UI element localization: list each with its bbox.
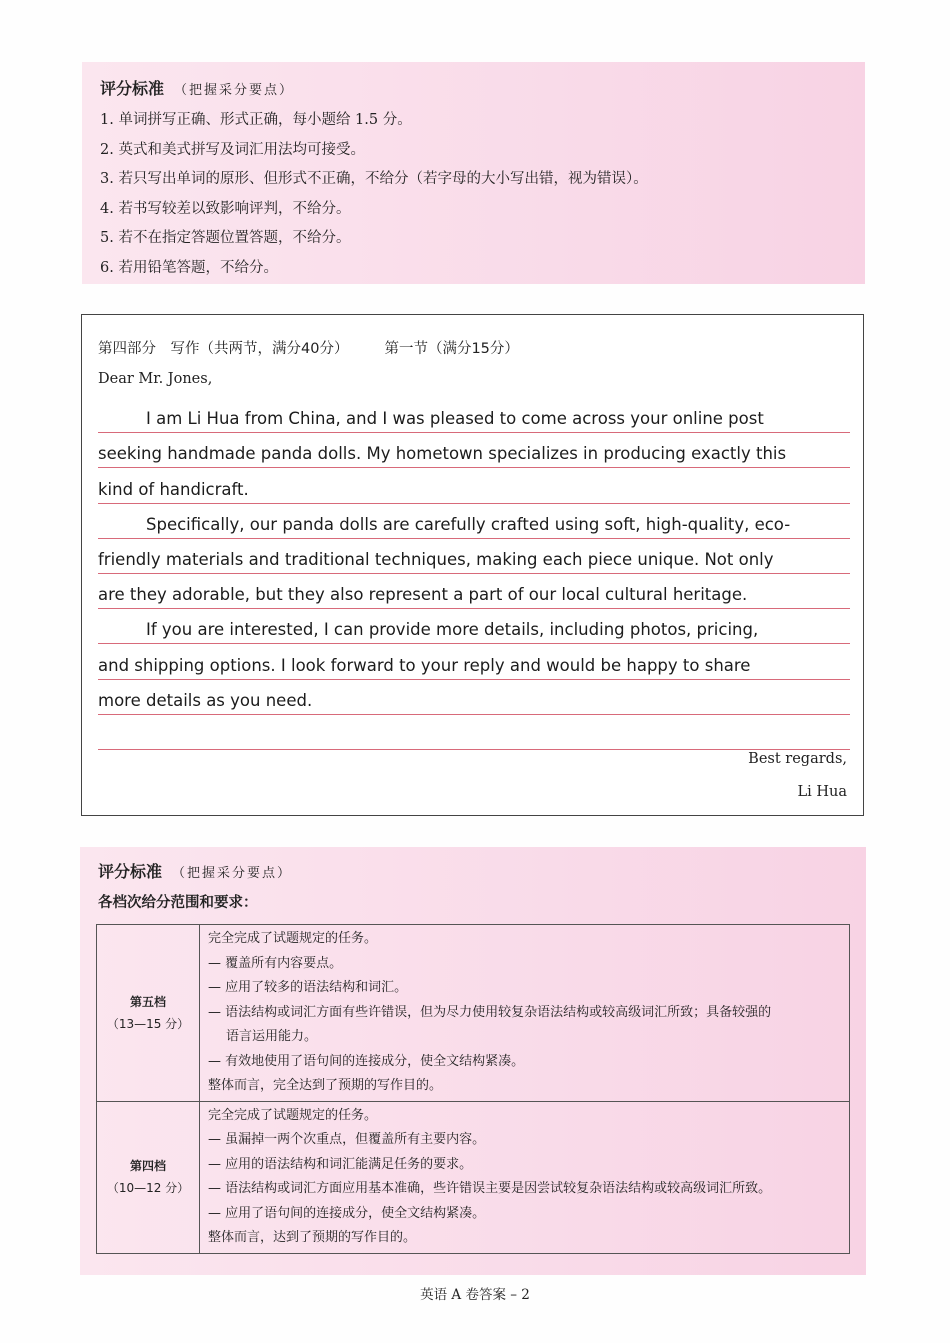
letter-line: more details as you need. <box>98 680 850 715</box>
description-line: — 虽漏掉一两个次重点，但覆盖所有主要内容。 <box>208 1132 486 1147</box>
page-footer: 英语 A 卷答案 – 2 <box>420 1287 530 1303</box>
description-line: 整体而言，完全达到了预期的写作目的。 <box>208 1078 443 1093</box>
closing-phrase: Best regards, <box>748 751 847 767</box>
letter-greeting: Dear Mr. Jones, <box>98 371 213 387</box>
letter-line: kind of handicraft. <box>98 468 850 503</box>
scoring-criteria-title: 评分标准 <box>100 79 165 98</box>
letter-line-empty <box>98 715 850 750</box>
level-range: （10—12 分） <box>106 1181 190 1195</box>
writing-answer-box <box>81 314 864 816</box>
section-header <box>98 337 519 358</box>
level-name: 第五档 <box>129 994 166 1009</box>
level-description <box>200 1101 850 1253</box>
criteria-item: 2. 英式和美式拼写及词汇用法均可接受。 <box>100 141 365 158</box>
criteria-item: 3. 若只写出单词的原形、但形式不正确，不给分（若字母的大小写出错，视为错误）。 <box>100 171 648 188</box>
table-row <box>97 925 850 1102</box>
scoring-criteria-list <box>100 106 648 284</box>
level-range: （13—15 分） <box>106 1016 190 1031</box>
level-cell <box>97 1101 200 1253</box>
section-title: 第一节（满分15分） <box>384 341 519 357</box>
criteria-item: 4. 若书写较差以致影响评判，不给分。 <box>100 200 351 217</box>
description-line: — 覆盖所有内容要点。 <box>208 955 343 971</box>
letter-line: If you are interested, I can provide more details, including photos, pricing, <box>98 609 850 644</box>
letter-closing <box>748 743 847 809</box>
criteria-item: 1. 单词拼写正确、形式正确，每小题给 1.5 分。 <box>100 112 412 128</box>
table-row <box>97 1101 850 1253</box>
letter-line: I am Li Hua from China, and I was pleased to come across your online post <box>98 398 850 433</box>
description-line: — 应用了较多的语法结构和词汇。 <box>208 980 408 995</box>
description-line: — 语法结构或词汇方面有些许错误，但为尽力使用较复杂语法结构或较高级词汇所致；具备较强的 <box>208 1004 772 1020</box>
level-cell <box>97 925 200 1102</box>
description-line: 语言运用能力。 <box>226 1029 318 1044</box>
description-line: 完全完成了试题规定的任务。 <box>208 931 378 946</box>
description-line: — 有效地使用了语句间的连接成分，使全文结构紧凑。 <box>208 1053 525 1069</box>
signature: Li Hua <box>797 784 847 800</box>
level-description <box>200 925 850 1102</box>
handwritten-letter <box>98 398 850 750</box>
scoring-criteria-box-2 <box>80 847 866 1275</box>
scoring-criteria-title: 评分标准 <box>98 862 163 881</box>
level-name: 第四档 <box>129 1159 166 1173</box>
description-line: — 应用的语法结构和词汇能满足任务的要求。 <box>208 1156 473 1172</box>
scoring-criteria-subtitle: （把握采分要点） <box>172 866 293 881</box>
description-line: 完全完成了试题规定的任务。 <box>208 1107 378 1123</box>
levels-intro: 各档次给分范围和要求： <box>98 895 258 911</box>
description-line: — 应用了语句间的连接成分，使全文结构紧凑。 <box>208 1205 486 1221</box>
letter-line: are they adorable, but they also represent a part of our local cultural heritage. <box>98 574 850 609</box>
letter-line: Specifically, our panda dolls are carefully crafted using soft, high-quality, eco- <box>98 504 850 539</box>
criteria-item: 5. 若不在指定答题位置答题，不给分。 <box>100 230 351 247</box>
letter-line: and shipping options. I look forward to your reply and would be happy to share <box>98 644 850 679</box>
letter-line: friendly materials and traditional techniques, making each piece unique. Not only <box>98 539 850 574</box>
scoring-criteria-subtitle: （把握采分要点） <box>174 83 295 98</box>
description-line: — 语法结构或词汇方面应用基本准确，些许错误主要是因尝试较复杂语法结构或较高级词汇所致。 <box>208 1181 772 1196</box>
scoring-criteria-box-1 <box>82 62 865 284</box>
scoring-criteria-heading <box>98 859 292 882</box>
part-title: 第四部分 写作（共两节，满分40分） <box>98 341 349 357</box>
score-levels-table <box>96 924 850 1254</box>
criteria-item: 6. 若用铅笔答题，不给分。 <box>100 259 278 276</box>
description-line: 整体而言，达到了预期的写作目的。 <box>208 1230 417 1245</box>
letter-line: seeking handmade panda dolls. My hometown specializes in producing exactly this <box>98 433 850 468</box>
scoring-criteria-heading <box>100 76 294 99</box>
